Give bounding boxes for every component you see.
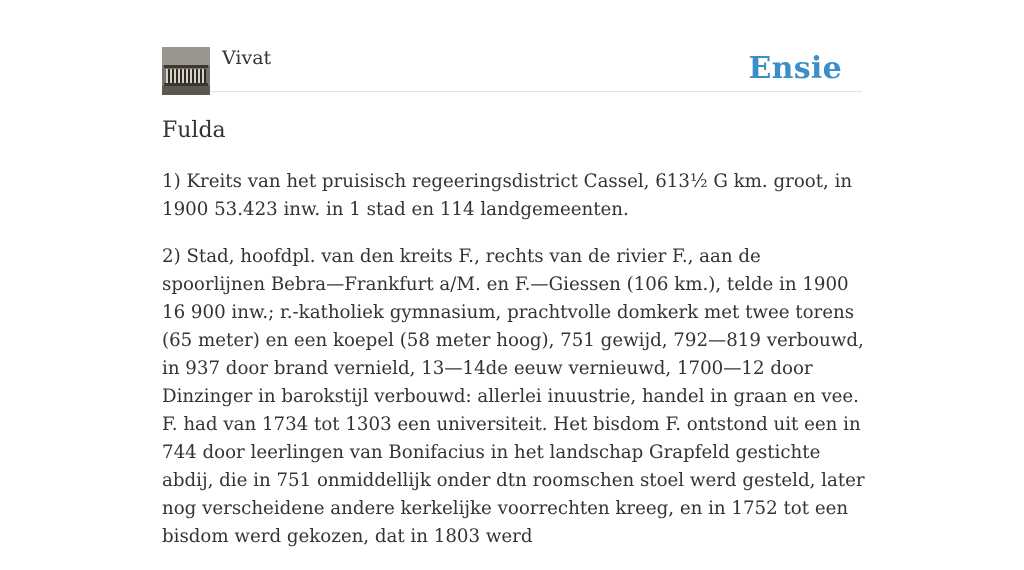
avatar[interactable] — [162, 47, 210, 95]
paragraph-1: 1) Kreits van het pruisisch regeeringsdistrict Cassel, 613½ G km. groot, in 1900 53.423 inw. in 1 stad en 114 landgemeenten. — [162, 171, 853, 220]
paragraph-2: 2) Stad, hoofdpl. van den kreits F., rechts van de rivier F., aan de spoorlijnen Bebra—Frankfurt a/M. en F.—Giessen (106 km.), telde in 1900 16 900 inw.; r.-katholiek gymnasium, prachtvolle domkerk met twee torens (65 meter) en een koepel (58 meter hoog), 751 gewijd, 792—819 verbouwd, in 937 door brand vernield, 13—14de eeuw vernieuwd, 1700—12 door Dinzinger in barokstijl verbouwd: allerlei inuustrie, handel in graan en vee. F. had van 1734 tot 1303 een universiteit. Het bisdom F. ontstond uit een in 744 door leerlingen van Bonifacius in het landschap Grapfeld gestichte abdij, die in 751 onmiddellijk onder dtn roomschen stoel werd gesteld, later nog verscheidene andere kerkelijke voorrechten kreeg, en in 1752 tot een bisdom werd gekozen, dat in 1803 werd — [162, 246, 865, 547]
header — [162, 0, 862, 92]
page — [162, 0, 865, 547]
author-name[interactable]: Vivat — [222, 47, 272, 69]
brand-logo[interactable]: Ensie — [748, 51, 842, 86]
archive-shelves-icon — [162, 47, 210, 95]
page-title: Fulda — [162, 118, 226, 143]
article-body — [162, 168, 868, 570]
